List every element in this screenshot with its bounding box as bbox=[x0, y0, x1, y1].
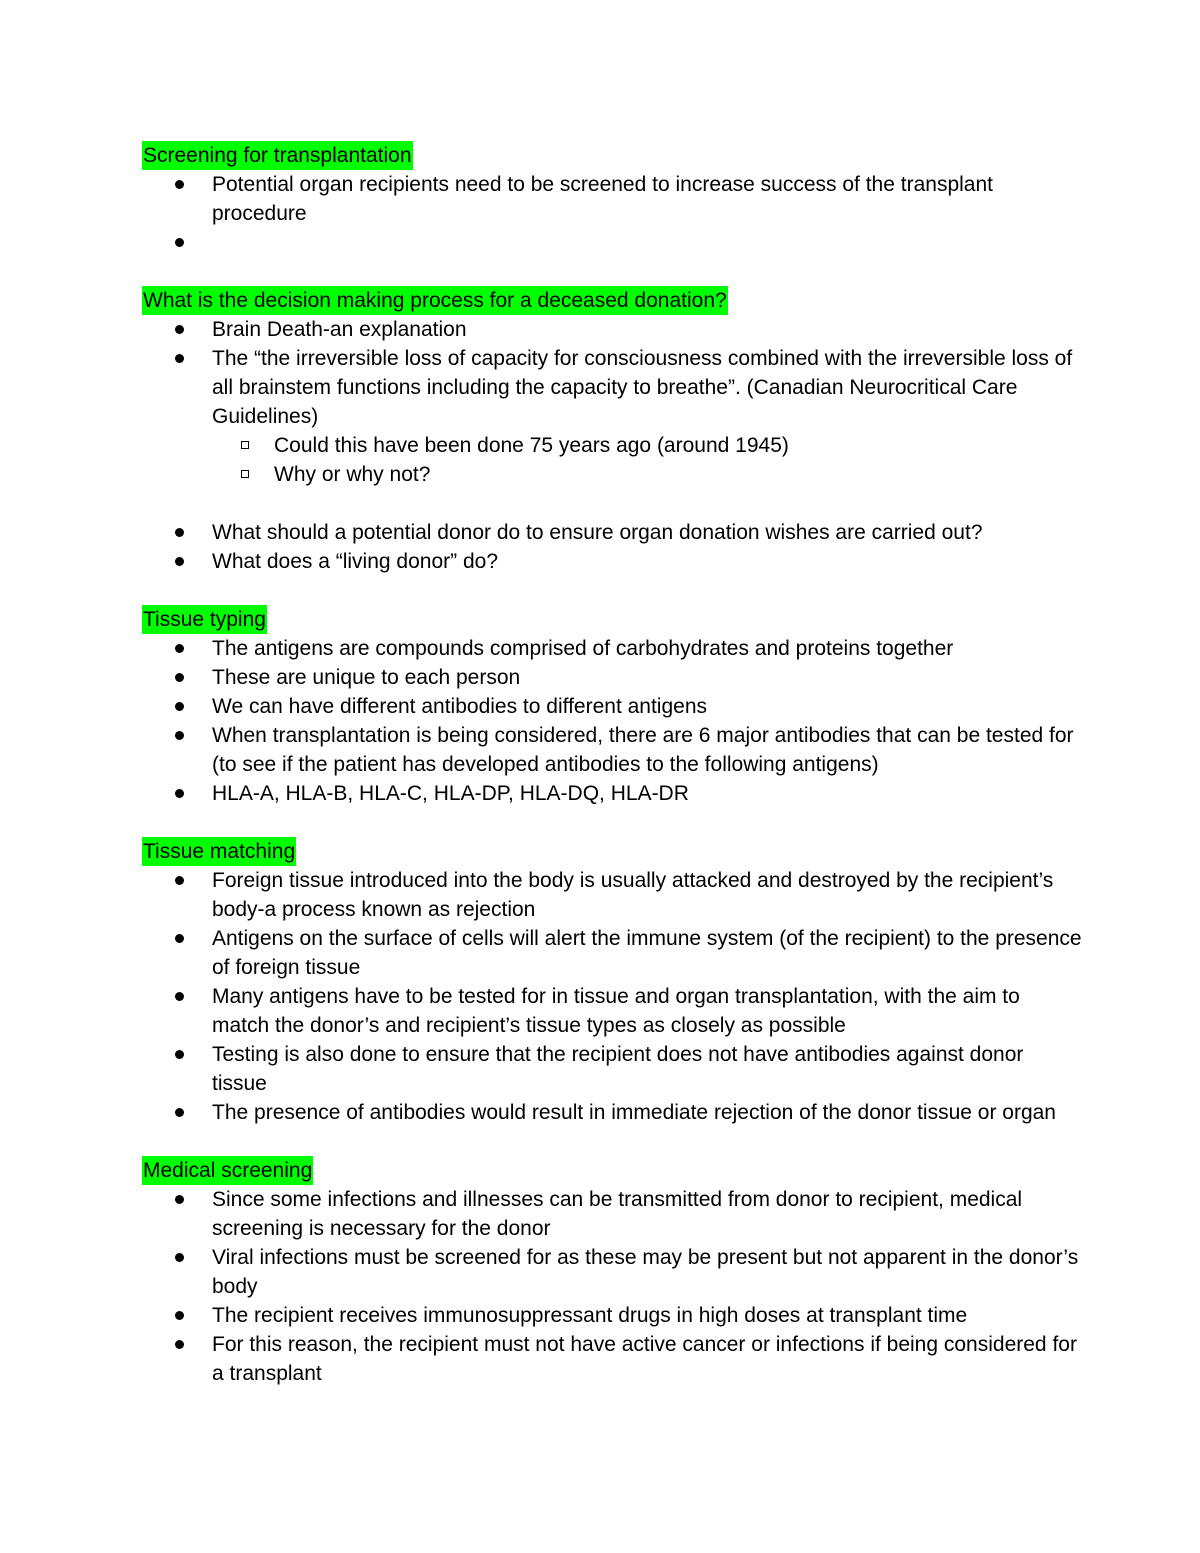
list-item bbox=[142, 721, 1082, 779]
list-item-text: Many antigens have to be tested for in tissue and organ transplantation, with the aim to match the donor’s and recipient’s tissue types as closely as possible bbox=[212, 985, 1020, 1037]
list-item bbox=[142, 634, 1082, 663]
bullet-icon bbox=[175, 1340, 184, 1349]
list-item bbox=[142, 663, 1082, 692]
section-heading: Medical screening bbox=[142, 1156, 313, 1185]
sub-list-item-text: Could this have been done 75 years ago (around 1945) bbox=[274, 434, 789, 457]
list-item bbox=[142, 518, 1082, 547]
list-item bbox=[142, 779, 1082, 808]
bullet-icon bbox=[175, 528, 184, 537]
list-item bbox=[142, 1301, 1082, 1330]
list-item-text: Foreign tissue introduced into the body is usually attacked and destroyed by the recipient’s body-a process known as rejection bbox=[212, 869, 1054, 921]
section-screening-for-transplantation bbox=[142, 141, 1082, 257]
list-item-text: These are unique to each person bbox=[212, 666, 521, 689]
bullet-icon bbox=[175, 325, 184, 334]
bullet-list bbox=[142, 1185, 1082, 1388]
section-heading: Tissue matching bbox=[142, 837, 296, 866]
list-item bbox=[142, 1330, 1082, 1388]
document-body bbox=[142, 141, 1082, 1388]
list-item-text: Viral infections must be screened for as these may be present but not apparent in the donor’s body bbox=[212, 1246, 1079, 1298]
bullet-list bbox=[142, 634, 1082, 808]
spacer bbox=[142, 808, 1082, 837]
list-item bbox=[142, 547, 1082, 576]
list-item-text: Potential organ recipients need to be screened to increase success of the transplant procedure bbox=[212, 173, 993, 225]
bullet-icon bbox=[175, 1108, 184, 1117]
list-item-text: The antigens are compounds comprised of carbohydrates and proteins together bbox=[212, 637, 954, 660]
sub-list-item-text: Why or why not? bbox=[274, 463, 431, 486]
list-item bbox=[142, 1040, 1082, 1098]
list-item-text: The “the irreversible loss of capacity for consciousness combined with the irreversible loss of all brainstem functions including the capacity to breathe”. (Canadian Neurocritical Care Guidelines) bbox=[212, 347, 1073, 428]
bullet-icon bbox=[175, 789, 184, 798]
list-item-text: What does a “living donor” do? bbox=[212, 550, 498, 573]
section-deceased-donation bbox=[142, 286, 1082, 576]
list-item-text: Brain Death-an explanation bbox=[212, 318, 467, 341]
section-tissue-matching bbox=[142, 837, 1082, 1127]
list-item-text: Antigens on the surface of cells will alert the immune system (of the recipient) to the presence of foreign tissue bbox=[212, 927, 1082, 979]
sub-list-item bbox=[212, 460, 1082, 489]
bullet-icon bbox=[175, 992, 184, 1001]
square-bullet-icon bbox=[241, 470, 249, 478]
list-item-text: The recipient receives immunosuppressant drugs in high doses at transplant time bbox=[212, 1304, 968, 1327]
list-item bbox=[142, 344, 1082, 489]
list-item-text: The presence of antibodies would result in immediate rejection of the donor tissue or organ bbox=[212, 1101, 1056, 1124]
bullet-icon bbox=[175, 1253, 184, 1262]
list-item-text bbox=[212, 231, 218, 254]
list-item bbox=[142, 170, 1082, 228]
sub-list-item bbox=[212, 431, 1082, 460]
list-item bbox=[142, 1185, 1082, 1243]
bullet-icon bbox=[175, 644, 184, 653]
bullet-icon bbox=[175, 1195, 184, 1204]
bullet-icon bbox=[175, 1050, 184, 1059]
list-item bbox=[142, 228, 1082, 257]
bullet-list bbox=[142, 170, 1082, 257]
bullet-icon bbox=[175, 180, 184, 189]
bullet-icon bbox=[175, 702, 184, 711]
list-item-text: When transplantation is being considered, there are 6 major antibodies that can be tested for (to see if the patient has developed antibodies to the following antigens) bbox=[212, 724, 1074, 776]
section-tissue-typing bbox=[142, 605, 1082, 808]
section-medical-screening bbox=[142, 1156, 1082, 1388]
list-item bbox=[142, 315, 1082, 344]
list-item-text: HLA-A, HLA-B, HLA-C, HLA-DP, HLA-DQ, HLA-DR bbox=[212, 782, 689, 805]
bullet-list bbox=[142, 315, 1082, 489]
list-item bbox=[142, 866, 1082, 924]
list-item bbox=[142, 924, 1082, 982]
list-item bbox=[142, 1243, 1082, 1301]
list-item-text: What should a potential donor do to ensure organ donation wishes are carried out? bbox=[212, 521, 983, 544]
list-item bbox=[142, 982, 1082, 1040]
bullet-icon bbox=[175, 876, 184, 885]
list-item-text: We can have different antibodies to different antigens bbox=[212, 695, 708, 718]
spacer bbox=[142, 1127, 1082, 1156]
section-heading: What is the decision making process for a deceased donation? bbox=[142, 286, 728, 315]
list-item bbox=[142, 1098, 1082, 1127]
bullet-list bbox=[142, 866, 1082, 1127]
spacer bbox=[142, 576, 1082, 605]
square-bullet-icon bbox=[241, 441, 249, 449]
bullet-icon bbox=[175, 673, 184, 682]
list-item-text: Testing is also done to ensure that the recipient does not have antibodies against donor tissue bbox=[212, 1043, 1024, 1095]
bullet-icon bbox=[175, 557, 184, 566]
bullet-icon bbox=[175, 934, 184, 943]
list-item bbox=[142, 692, 1082, 721]
list-item-text: Since some infections and illnesses can be transmitted from donor to recipient, medical screening is necessary for the donor bbox=[212, 1188, 1023, 1240]
bullet-icon bbox=[175, 1311, 184, 1320]
spacer bbox=[142, 257, 1082, 286]
spacer bbox=[142, 489, 1082, 518]
bullet-icon bbox=[175, 354, 184, 363]
section-heading: Tissue typing bbox=[142, 605, 267, 634]
section-heading: Screening for transplantation bbox=[142, 141, 413, 170]
list-item-text: For this reason, the recipient must not have active cancer or infections if being considered for a transplant bbox=[212, 1333, 1077, 1385]
sub-bullet-list bbox=[212, 431, 1082, 489]
bullet-icon bbox=[175, 238, 184, 247]
bullet-list bbox=[142, 518, 1082, 576]
bullet-icon bbox=[175, 731, 184, 740]
